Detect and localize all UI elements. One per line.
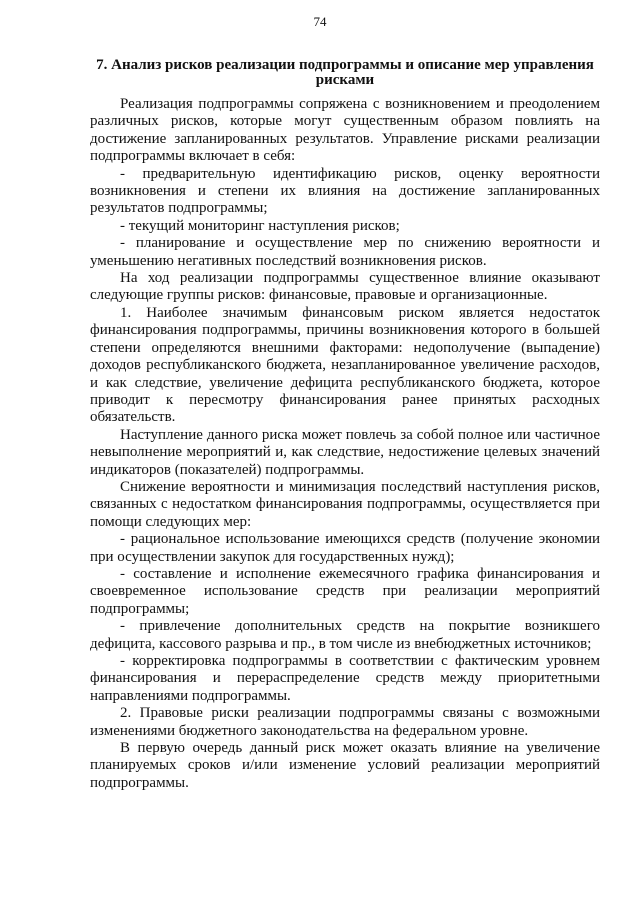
list-item: - корректировка подпрограммы в соответствии с фактическим уровнем финансирования и перераспределение средств между приоритетными направлениями подпрограммы. bbox=[90, 653, 600, 704]
list-item: - предварительную идентификацию рисков, оценку вероятности возникновения и степени их влияния на достижение запланированных результатов подпрограммы; bbox=[90, 165, 600, 217]
paragraph: На ход реализации подпрограммы существенное влияние оказывают следующие группы рисков: финансовые, правовые и организационные. bbox=[90, 270, 600, 304]
list-item: - составление и исполнение ежемесячного графика финансирования и своевременное использование средств при реализации мероприятий подпрограммы; bbox=[90, 565, 600, 617]
list-item: - текущий мониторинг наступления рисков; bbox=[120, 217, 400, 234]
paragraph: В первую очередь данный риск может оказать влияние на увеличение планируемых сроков и/или изменение условий реализации мероприятий подпрограммы. bbox=[90, 740, 600, 791]
page-number: 74 bbox=[313, 14, 327, 29]
section-heading: 7. Анализ рисков реализации подпрограммы и описание мер управления рисками bbox=[96, 57, 594, 88]
list-item: - рациональное использование имеющихся средств (получение экономии при осуществлении закупок для государственных нужд); bbox=[90, 531, 600, 565]
paragraph: Снижение вероятности и минимизация последствий наступления рисков, связанных с недостатком финансирования подпрограммы, осуществляется при помощи следующих мер: bbox=[90, 478, 600, 530]
body-text bbox=[90, 96, 600, 792]
paragraph: 1. Наиболее значимым финансовым риском является недостаток финансирования подпрограммы, причины возникновения которого в большей степени определяются внешними факторами: недополучение (выпадение) доходов республиканского бюджета, незапланированное увеличение расходов, и как следствие, увеличение дефицита республиканского бюджета, которое приводит к пересмотру финансирования ранее принятых расходных обязательств. bbox=[90, 304, 600, 426]
list-item: - планирование и осуществление мер по снижению вероятности и уменьшению негативных последствий возникновения рисков. bbox=[90, 235, 600, 269]
paragraph: 2. Правовые риски реализации подпрограммы связаны с возможными изменениями бюджетного законодательства на федеральном уровне. bbox=[90, 705, 600, 739]
list-item: - привлечение дополнительных средств на покрытие возникшего дефицита, кассового разрыва и пр., в том числе из внебюджетных источников; bbox=[90, 618, 600, 652]
paragraph: Наступление данного риска может повлечь за собой полное или частичное невыполнение мероприятий и, как следствие, недостижение целевых значений индикаторов (показателей) подпрограммы. bbox=[90, 426, 600, 478]
paragraph: Реализация подпрограммы сопряжена с возникновением и преодолением различных рисков, которые могут существенным образом повлиять на достижение запланированных результатов. Управление рисками реализации подпрограммы включает в себя: bbox=[90, 96, 600, 165]
